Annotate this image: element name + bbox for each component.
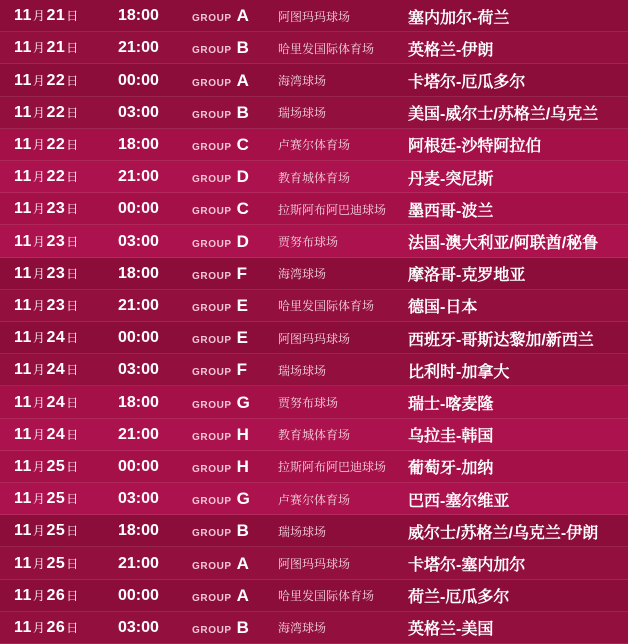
day-unit-label: 日	[66, 331, 79, 346]
match-date	[14, 490, 118, 508]
match-venue: 哈里发国际体育场	[278, 299, 375, 314]
day-unit-label: 日	[66, 298, 79, 313]
table-row[interactable]	[0, 258, 628, 290]
match-date	[14, 329, 118, 347]
match-time: 21:00	[118, 554, 159, 572]
match-venue: 海湾球场	[278, 74, 327, 88]
day-unit-label: 日	[66, 363, 79, 378]
match-date	[14, 426, 118, 444]
group-word-label: GROUP	[192, 270, 232, 282]
day-unit-label: 日	[66, 170, 79, 185]
match-day: 25	[46, 522, 66, 540]
match-month: 11	[14, 135, 32, 153]
match-month: 11	[14, 522, 32, 540]
group-letter: H	[236, 424, 249, 444]
match-group	[192, 264, 278, 284]
match-venue: 哈里发国际体育场	[278, 589, 375, 604]
match-venue: 瑞场球场	[278, 363, 327, 378]
day-unit-label: 日	[66, 202, 79, 217]
match-teams: 威尔士/苏格兰/乌克兰-伊朗	[408, 524, 599, 542]
group-letter: G	[236, 392, 250, 412]
table-row[interactable]	[0, 419, 628, 451]
day-unit-label: 日	[66, 105, 79, 120]
group-word-label: GROUP	[192, 13, 232, 25]
match-day: 22	[46, 103, 66, 121]
table-row[interactable]	[0, 547, 628, 579]
match-month: 11	[14, 329, 32, 347]
month-unit-label: 月	[32, 363, 46, 378]
group-word-label: GROUP	[192, 431, 232, 443]
match-venue: 阿图玛玛球场	[278, 331, 351, 346]
match-group	[192, 457, 278, 477]
match-day: 23	[46, 232, 66, 250]
match-day: 24	[46, 329, 66, 347]
match-day: 24	[46, 393, 66, 411]
month-unit-label: 月	[32, 202, 46, 217]
month-unit-label: 月	[32, 137, 46, 152]
day-unit-label: 日	[66, 427, 79, 442]
table-row[interactable]	[0, 322, 628, 354]
group-word-label: GROUP	[192, 399, 232, 411]
month-unit-label: 月	[32, 41, 46, 56]
match-date	[14, 72, 118, 90]
match-venue: 阿图玛玛球场	[278, 9, 351, 24]
match-date	[14, 619, 118, 637]
group-letter: G	[236, 489, 250, 509]
group-word-label: GROUP	[192, 496, 232, 508]
match-date	[14, 297, 118, 315]
match-venue: 哈里发国际体育场	[278, 41, 375, 56]
match-group	[192, 489, 278, 509]
match-month: 11	[14, 393, 32, 411]
group-letter: F	[236, 360, 248, 380]
match-month: 11	[14, 39, 32, 57]
group-word-label: GROUP	[192, 77, 232, 89]
match-venue: 教育城体育场	[278, 428, 351, 443]
match-month: 11	[14, 232, 32, 250]
match-time: 03:00	[118, 490, 159, 508]
match-venue: 海湾球场	[278, 267, 327, 282]
month-unit-label: 月	[32, 620, 46, 635]
match-group	[192, 586, 278, 606]
month-unit-label: 月	[32, 492, 46, 507]
match-date	[14, 265, 118, 283]
group-letter: B	[236, 38, 249, 58]
group-letter: E	[236, 295, 249, 315]
day-unit-label: 日	[66, 588, 79, 603]
match-time: 21:00	[118, 39, 159, 57]
day-unit-label: 日	[66, 620, 79, 635]
match-group	[192, 425, 278, 445]
match-group	[192, 71, 278, 91]
table-row[interactable]	[0, 290, 628, 322]
match-date	[14, 394, 118, 412]
match-group	[192, 618, 278, 638]
match-teams: 比利时-加拿大	[408, 363, 510, 381]
match-teams: 英格兰-伊朗	[408, 41, 494, 59]
match-month: 11	[14, 168, 32, 186]
match-venue: 拉斯阿布阿巴迪球场	[278, 202, 387, 217]
match-date	[14, 587, 118, 605]
match-time: 03:00	[118, 232, 159, 250]
group-word-label: GROUP	[192, 206, 232, 218]
match-day: 22	[46, 71, 66, 89]
group-letter: B	[236, 617, 249, 637]
table-row[interactable]	[0, 354, 628, 386]
group-word-label: GROUP	[192, 238, 232, 250]
match-date	[14, 136, 118, 154]
match-date	[14, 458, 118, 476]
match-teams: 阿根廷-沙特阿拉伯	[408, 138, 542, 156]
match-date	[14, 555, 118, 573]
match-venue: 海湾球场	[278, 621, 327, 636]
match-teams: 卡塔尔-塞内加尔	[408, 557, 526, 575]
match-group	[192, 167, 278, 187]
match-day: 23	[46, 296, 66, 314]
match-month: 11	[14, 361, 32, 379]
table-row[interactable]	[0, 451, 628, 483]
table-row[interactable]	[0, 64, 628, 96]
month-unit-label: 月	[32, 298, 46, 313]
match-teams: 塞内加尔-荷兰	[408, 9, 510, 27]
group-letter: A	[236, 585, 249, 605]
match-teams: 乌拉圭-韩国	[408, 428, 494, 446]
match-venue: 瑞场球场	[278, 524, 327, 539]
match-day: 24	[46, 361, 66, 379]
match-month: 11	[14, 457, 32, 475]
match-teams: 葡萄牙-加纳	[408, 460, 494, 478]
group-letter: A	[236, 70, 249, 90]
match-day: 26	[46, 586, 66, 604]
group-letter: H	[236, 456, 249, 476]
table-row[interactable]	[0, 225, 628, 257]
match-date	[14, 233, 118, 251]
match-teams: 英格兰-美国	[408, 621, 494, 639]
match-teams: 摩洛哥-克罗地亚	[408, 267, 526, 285]
match-time: 18:00	[118, 522, 159, 540]
month-unit-label: 月	[32, 9, 46, 24]
month-unit-label: 月	[32, 427, 46, 442]
match-month: 11	[14, 490, 32, 508]
match-time: 18:00	[118, 393, 159, 411]
match-date	[14, 104, 118, 122]
table-row[interactable]	[0, 161, 628, 193]
match-month: 11	[14, 618, 32, 636]
match-group	[192, 103, 278, 123]
match-day: 21	[46, 39, 66, 57]
match-date	[14, 39, 118, 57]
table-row[interactable]	[0, 515, 628, 547]
month-unit-label: 月	[32, 105, 46, 120]
match-date	[14, 7, 118, 25]
match-time: 03:00	[118, 361, 159, 379]
match-month: 11	[14, 103, 32, 121]
match-date	[14, 522, 118, 540]
match-day: 25	[46, 490, 66, 508]
match-time: 00:00	[118, 71, 159, 89]
match-group	[192, 521, 278, 541]
match-teams: 巴西-塞尔维亚	[408, 492, 510, 510]
match-day: 23	[46, 264, 66, 282]
match-time: 03:00	[118, 103, 159, 121]
match-teams: 西班牙-哥斯达黎加/新西兰	[408, 331, 594, 349]
match-venue: 阿图玛玛球场	[278, 557, 351, 572]
match-month: 11	[14, 7, 32, 25]
group-word-label: GROUP	[192, 45, 232, 57]
group-word-label: GROUP	[192, 592, 232, 604]
match-time: 18:00	[118, 7, 159, 25]
group-letter: C	[236, 134, 249, 154]
match-venue: 贾努布球场	[278, 396, 339, 411]
month-unit-label: 月	[32, 73, 46, 88]
group-letter: D	[236, 167, 249, 187]
day-unit-label: 日	[66, 41, 79, 56]
match-month: 11	[14, 71, 32, 89]
match-group	[192, 232, 278, 252]
match-time: 00:00	[118, 329, 159, 347]
match-time: 18:00	[118, 264, 159, 282]
match-venue: 瑞场球场	[278, 106, 327, 121]
group-letter: A	[236, 6, 249, 26]
month-unit-label: 月	[32, 556, 46, 571]
day-unit-label: 日	[66, 524, 79, 539]
group-word-label: GROUP	[192, 302, 232, 314]
group-word-label: GROUP	[192, 528, 232, 540]
group-letter: F	[236, 263, 248, 283]
day-unit-label: 日	[66, 266, 79, 281]
match-group	[192, 554, 278, 574]
month-unit-label: 月	[32, 524, 46, 539]
match-time: 21:00	[118, 168, 159, 186]
match-time: 03:00	[118, 618, 159, 636]
match-date	[14, 361, 118, 379]
match-teams: 德国-日本	[408, 299, 478, 317]
match-group	[192, 296, 278, 316]
day-unit-label: 日	[66, 556, 79, 571]
match-venue: 卢赛尔体育场	[278, 138, 351, 153]
match-teams: 美国-威尔士/苏格兰/乌克兰	[408, 106, 599, 124]
day-unit-label: 日	[66, 234, 79, 249]
match-month: 11	[14, 296, 32, 314]
day-unit-label: 日	[66, 492, 79, 507]
month-unit-label: 月	[32, 459, 46, 474]
day-unit-label: 日	[66, 459, 79, 474]
match-time: 21:00	[118, 425, 159, 443]
match-day: 21	[46, 7, 66, 25]
month-unit-label: 月	[32, 170, 46, 185]
match-teams: 卡塔尔-厄瓜多尔	[408, 74, 526, 91]
match-teams: 法国-澳大利亚/阿联酋/秘鲁	[408, 235, 599, 253]
month-unit-label: 月	[32, 234, 46, 249]
group-letter: B	[236, 102, 249, 122]
day-unit-label: 日	[66, 137, 79, 152]
match-group	[192, 360, 278, 380]
match-group	[192, 328, 278, 348]
match-venue: 贾努布球场	[278, 235, 339, 250]
match-time: 21:00	[118, 296, 159, 314]
table-row[interactable]	[0, 612, 628, 644]
group-word-label: GROUP	[192, 174, 232, 186]
day-unit-label: 日	[66, 395, 79, 410]
table-row[interactable]	[0, 129, 628, 161]
match-day: 25	[46, 457, 66, 475]
table-row[interactable]	[0, 32, 628, 64]
match-day: 22	[46, 168, 66, 186]
group-letter: E	[236, 328, 249, 348]
match-day: 24	[46, 425, 66, 443]
match-month: 11	[14, 200, 32, 218]
group-word-label: GROUP	[192, 560, 232, 572]
match-month: 11	[14, 586, 32, 604]
match-venue: 教育城体育场	[278, 170, 351, 185]
group-word-label: GROUP	[192, 624, 232, 636]
table-row[interactable]	[0, 386, 628, 418]
match-day: 23	[46, 200, 66, 218]
group-word-label: GROUP	[192, 109, 232, 121]
match-month: 11	[14, 425, 32, 443]
match-teams: 瑞士-喀麦隆	[408, 396, 494, 414]
group-word-label: GROUP	[192, 367, 232, 379]
match-time: 00:00	[118, 200, 159, 218]
match-time: 18:00	[118, 135, 159, 153]
table-row[interactable]	[0, 97, 628, 129]
match-teams: 荷兰-厄瓜多尔	[408, 589, 510, 607]
match-time: 00:00	[118, 457, 159, 475]
match-day: 25	[46, 554, 66, 572]
match-teams: 丹麦-突尼斯	[408, 170, 494, 188]
match-group	[192, 135, 278, 155]
match-group	[192, 38, 278, 58]
table-row[interactable]	[0, 483, 628, 515]
table-row[interactable]	[0, 193, 628, 225]
group-letter: D	[236, 231, 249, 251]
match-venue: 卢赛尔体育场	[278, 492, 351, 507]
month-unit-label: 月	[32, 331, 46, 346]
match-group	[192, 199, 278, 219]
match-month: 11	[14, 264, 32, 282]
match-date	[14, 200, 118, 218]
day-unit-label: 日	[66, 73, 79, 88]
match-teams: 墨西哥-波兰	[408, 202, 494, 220]
month-unit-label: 月	[32, 588, 46, 603]
match-group	[192, 6, 278, 26]
group-word-label: GROUP	[192, 141, 232, 153]
group-letter: A	[236, 553, 249, 573]
group-word-label: GROUP	[192, 335, 232, 347]
day-unit-label: 日	[66, 9, 79, 24]
match-date	[14, 168, 118, 186]
match-day: 22	[46, 135, 66, 153]
match-group	[192, 393, 278, 413]
month-unit-label: 月	[32, 266, 46, 281]
table-row[interactable]	[0, 580, 628, 612]
group-word-label: GROUP	[192, 463, 232, 475]
month-unit-label: 月	[32, 395, 46, 410]
table-row[interactable]	[0, 0, 628, 32]
match-venue: 拉斯阿布阿巴迪球场	[278, 460, 387, 475]
group-letter: C	[236, 199, 249, 219]
match-day: 26	[46, 618, 66, 636]
match-month: 11	[14, 554, 32, 572]
match-time: 00:00	[118, 586, 159, 604]
group-letter: B	[236, 521, 249, 541]
